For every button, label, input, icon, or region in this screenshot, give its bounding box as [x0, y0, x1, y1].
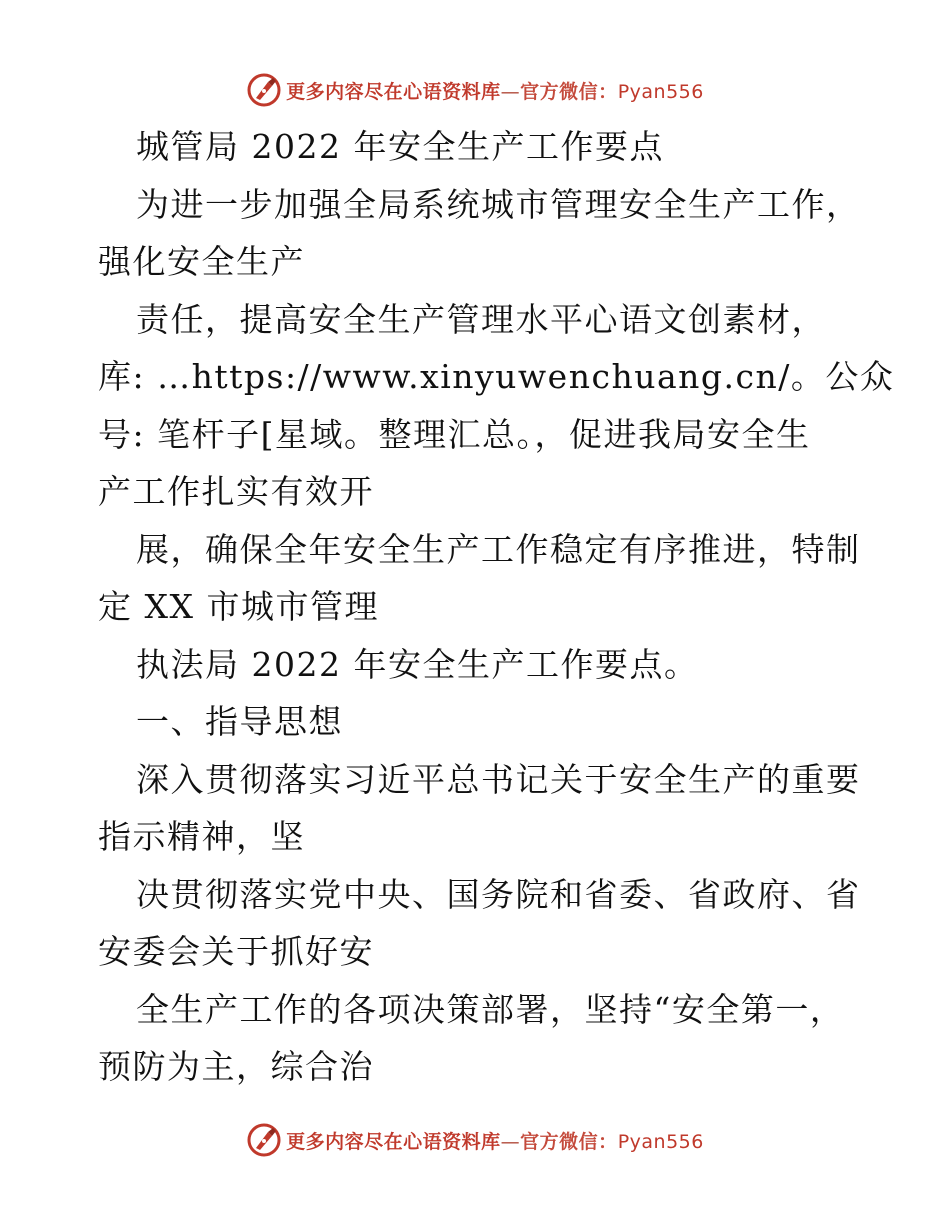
pen-nib-logo-icon	[246, 1122, 282, 1158]
text-line: 库: …https://www.xinyuwenchuang.cn/。公众	[98, 357, 895, 396]
text-line: 决贯彻落实党中央、国务院和省委、省政府、省	[136, 874, 861, 914]
watermark-text	[286, 1127, 704, 1154]
text-line: 安委会关于抓好安	[98, 932, 374, 971]
watermark-separator: —	[500, 1130, 521, 1153]
watermark-brand: 更多内容尽在心语资料库	[286, 80, 501, 103]
watermark-wechat-id: Pyan556	[617, 1130, 704, 1153]
watermark-wechat-id: Pyan556	[617, 80, 704, 103]
text-line: 预防为主，综合治	[98, 1047, 374, 1086]
text-line: 深入贯彻落实习近平总书记关于安全生产的重要	[136, 759, 861, 799]
text-line: 产工作扎实有效开	[98, 472, 374, 511]
watermark-banner-top	[0, 70, 950, 110]
watermark-text	[286, 77, 704, 104]
watermark-separator: —	[500, 80, 521, 103]
text-line: 号: 笔杆子[星域。整理汇总。，促进我局安全生	[98, 414, 811, 454]
text-line: 指示精神，坚	[98, 817, 305, 856]
document-body	[98, 118, 895, 1096]
watermark-brand: 更多内容尽在心语资料库	[286, 1130, 501, 1153]
watermark-wechat-label: 官方微信：	[520, 80, 618, 103]
text-line: 定 XX 市城市管理	[98, 587, 379, 626]
watermark-banner-bottom	[0, 1120, 950, 1160]
text-line: 强化安全生产	[98, 242, 305, 281]
text-line: 一、指导思想	[136, 702, 343, 741]
text-line: 为进一步加强全局系统城市管理安全生产工作，	[136, 184, 861, 224]
watermark-wechat-label: 官方微信：	[520, 1130, 618, 1153]
text-line: 全生产工作的各项决策部署，坚持“安全第一，	[136, 989, 845, 1029]
pen-nib-logo-icon	[246, 72, 282, 108]
text-line: 城管局 2022 年安全生产工作要点	[136, 127, 664, 166]
text-line: 展，确保全年安全生产工作稳定有序推进，特制	[136, 529, 861, 569]
text-line: 责任，提高安全生产管理水平心语文创素材，	[136, 299, 826, 339]
text-line: 执法局 2022 年安全生产工作要点。	[136, 644, 699, 684]
